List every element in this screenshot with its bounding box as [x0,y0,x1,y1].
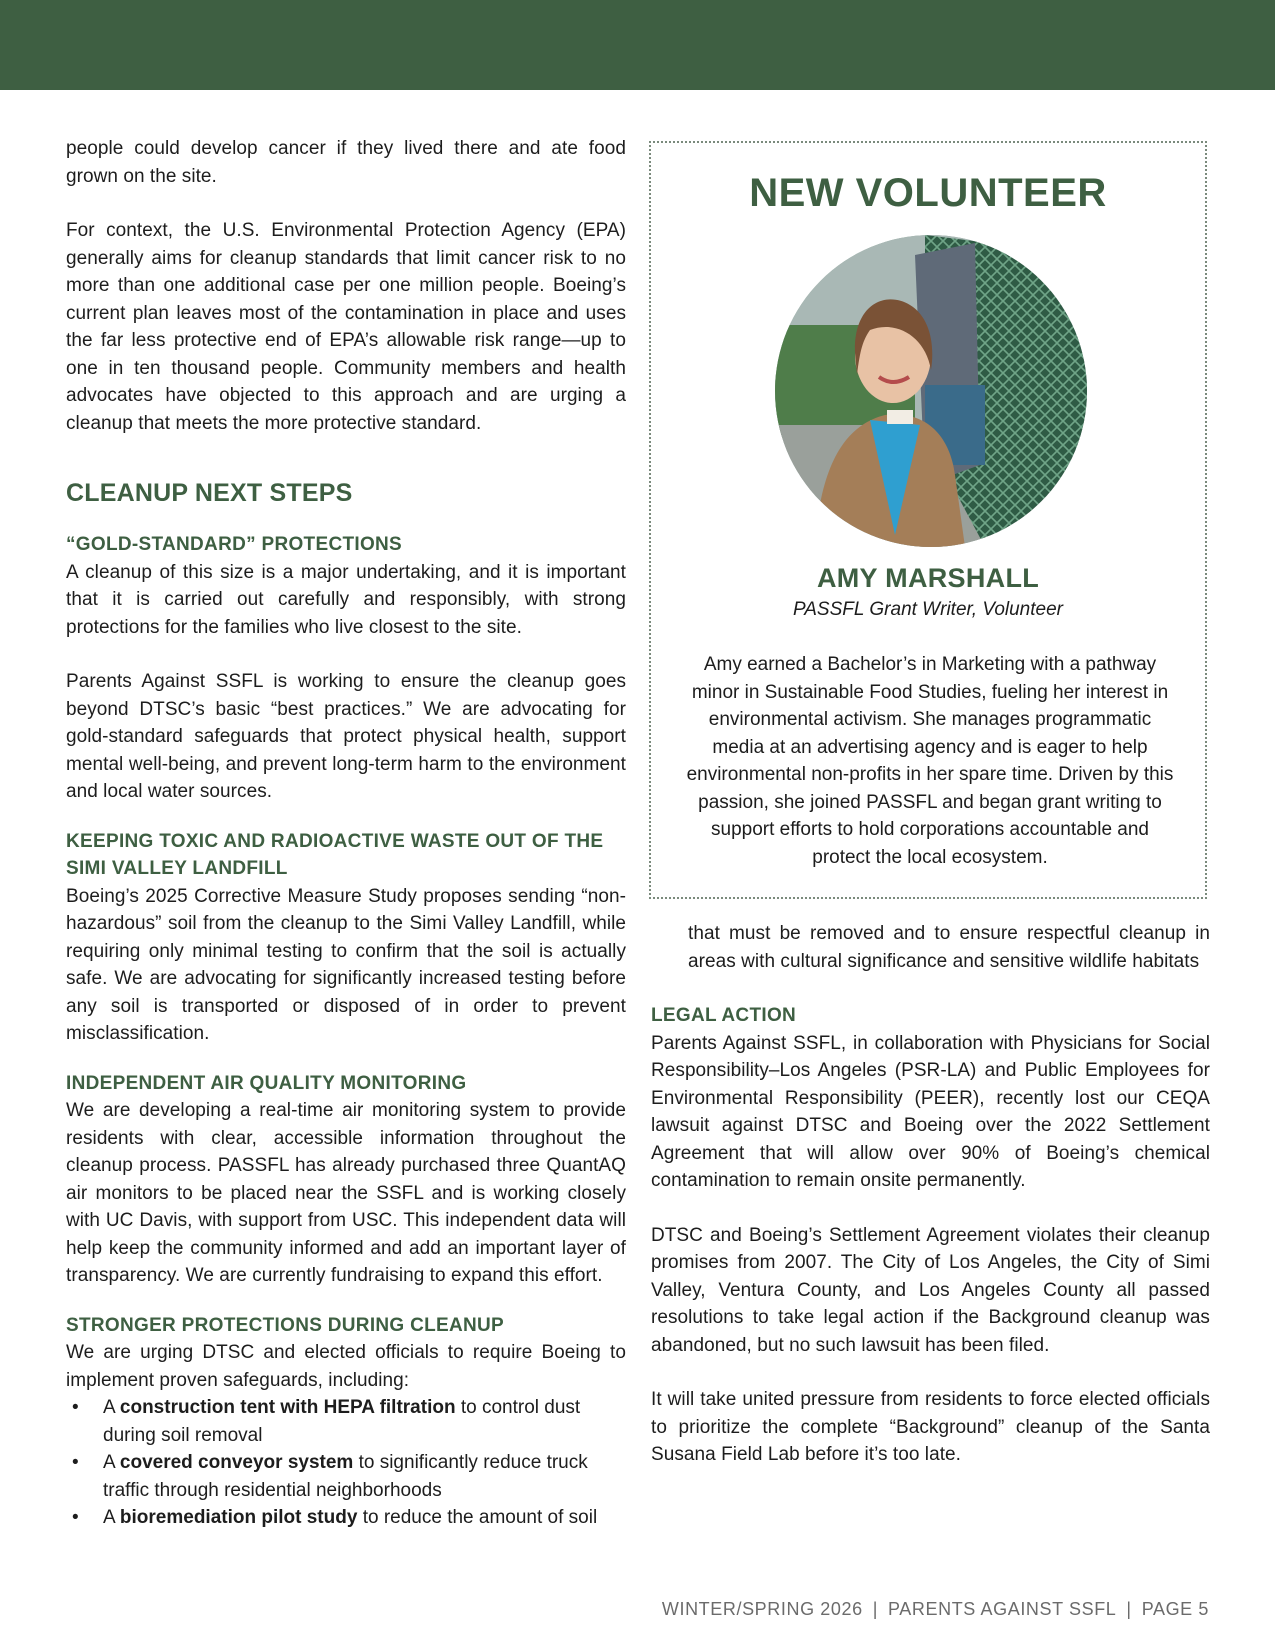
safeguards-list [66,1394,626,1532]
volunteer-name: AMY MARSHALL [816,563,1040,593]
left-column [66,135,626,1532]
gold-paragraph-2: Parents Against SSFL is working to ensure the cleanup goes beyond DTSC’s basic “best practices.” We are advocating for gold-standard safeguards that protect physical health, support mental well-being, and prevent long-term harm to the environment and local water sources. [66,671,626,802]
heading-stronger-protections: STRONGER PROTECTIONS DURING CLEANUP [66,1314,505,1336]
footer-separator: | [1126,1599,1132,1619]
heading-air-quality: INDEPENDENT AIR QUALITY MONITORING [66,1072,467,1094]
bullet-continuation: that must be removed and to ensure respectful cleanup in areas with cultural significance and sensitive wildlife habitats [688,923,1210,972]
footer-issue: WINTER/SPRING 2026 [661,1599,863,1619]
heading-legal-action: LEGAL ACTION [651,1005,797,1026]
volunteer-photo [775,235,1087,547]
list-item: • A bioremediation pilot study to reduce the amount of soil [66,1504,626,1532]
list-item: • A covered conveyor system to significantly reduce truck traffic through residential neighborhoods [66,1449,626,1504]
header-bar [0,0,1275,90]
volunteer-bio: Amy earned a Bachelor’s in Marketing with a pathway minor in Sustainable Food Studies, fueling her interest in environmental activism. She manages programmatic media at an advertising agency and is eager to help environmental non-profits in her spare time. Driven by this passion, she joined PASSFL and began grant writing to support efforts to hold corporations accountable and protect the local ecosystem. [686,654,1174,868]
page-footer [662,1597,1209,1621]
list-item: • A construction tent with HEPA filtration to control dust during soil removal [66,1394,626,1449]
legal-paragraph-1: Parents Against SSFL, in collaboration with Physicians for Social Responsibility–Los Angeles (PSR-LA) and Public Employees for Environmental Responsibility (PEER), recently lost our CEQA lawsuit against DTSC and Boeing over the 2022 Settlement Agreement that will allow over 90% of Boeing’s chemical contamination to remain onsite permanently. [651,1032,1210,1191]
landfill-paragraph: Boeing’s 2025 Corrective Measure Study proposes sending “non-hazardous” soil from the cleanup to the Simi Valley Landfill, while requiring only minimal testing to confirm that the soil is actually safe. We are advocating for significantly increased testing before any soil is transported or disposed of in order to prevent misclassification. [66,885,626,1044]
volunteer-portrait-image [775,235,1087,547]
right-column [651,920,1210,1469]
volunteer-box-title: NEW VOLUNTEER [749,171,1107,215]
gold-paragraph-1: A cleanup of this size is a major undertaking, and it is important that it is carried out carefully and responsibly, with strong protections for the families who live closest to the site. [66,561,626,638]
heading-landfill: KEEPING TOXIC AND RADIOACTIVE WASTE OUT OF THE SIMI VALLEY LANDFILL [66,830,604,879]
intro-paragraph-end: people could develop cancer if they lived there and ate food grown on the site. [66,138,626,187]
legal-paragraph-2: DTSC and Boeing’s Settlement Agreement violates their cleanup promises from 2007. The City of Los Angeles, the City of Simi Valley, Ventura County, and Los Angeles County all passed resolutions to take legal action if the Background cleanup was abandoned, but no such lawsuit has been filed. [651,1224,1210,1356]
air-paragraph: We are developing a real-time air monitoring system to provide residents with clear, accessible information throughout the cleanup process. PASSFL has already purchased three QuantAQ air monitors to be placed near the SSFL and is working closely with UC Davis, with support from USC. This independent data will help keep the community informed and add an important layer of transparency. We are currently fundraising to expand this effort. [66,1100,626,1286]
footer-org: PARENTS AGAINST SSFL [888,1599,1117,1619]
section-title-cleanup-next-steps: CLEANUP NEXT STEPS [66,479,353,507]
stronger-paragraph: We are urging DTSC and elected officials to require Boeing to implement proven safeguards, including: [66,1342,626,1391]
footer-page-number: PAGE 5 [1141,1599,1209,1619]
context-paragraph: For context, the U.S. Environmental Protection Agency (EPA) generally aims for cleanup standards that limit cancer risk to no more than one additional case per one million people. Boeing’s current plan leaves most of the contamination in place and uses the far less protective end of EPA’s allowable risk range—up to one in ten thousand people. Community members and health advocates have objected to this approach and are urging a cleanup that meets the more protective standard. [66,220,626,434]
footer-separator: | [872,1599,879,1619]
volunteer-role: PASSFL Grant Writer, Volunteer [793,599,1063,620]
new-volunteer-box [649,141,1207,899]
legal-paragraph-3: It will take united pressure from residents to force elected officials to prioritize the complete “Background” cleanup of the Santa Susana Field Lab before it’s too late. [651,1389,1210,1465]
heading-gold-standard: “GOLD-STANDARD” PROTECTIONS [66,534,403,555]
